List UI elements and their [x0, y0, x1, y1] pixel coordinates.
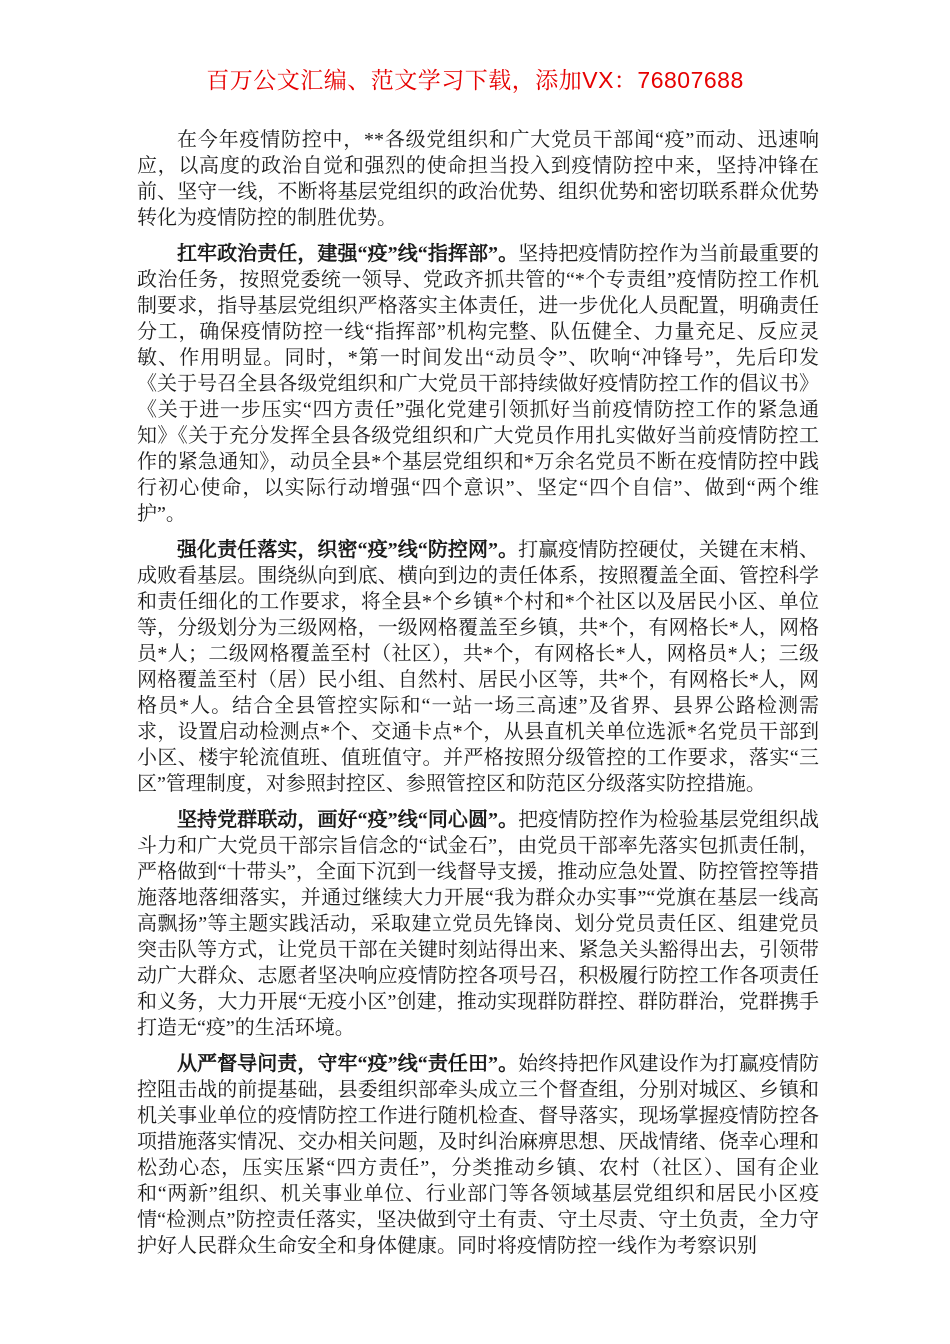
paragraph-political-responsibility: [137, 241, 819, 527]
paragraph-heading: 扛牢政治责任，建强“疫”线“指挥部”。: [177, 243, 519, 265]
paragraph-responsibility-network: [137, 537, 819, 797]
paragraph-text: 坚持把疫情防控作为当前最重要的政治任务，按照党委统一领导、党政齐抓共管的“*个专责组”疫情防控工作机制要求，指导基层党组织严格落实主体责任，进一步优化人员配置，明确责任分工，确保疫情防控一线“指挥部”机构完整、队伍健全、力量充足、反应灵敏、作用明显。同时，*第一时间发出“动员令”、吹响“冲锋号”，先后印发《关于号召全县各级党组织和广大党员干部持续做好疫情防控工作的倡议书》《关于进一步压实“四方责任”强化党建引领抓好当前疫情防控工作的紧急通知》《关于充分发挥全县各级党组织和广大党员作用扎实做好当前疫情防控工作的紧急通知》，动员全县*个基层党组织和*万余名党员不断在疫情防控中践行初心使命，以实际行动增强“四个意识”、坚定“四个自信”、做到“两个维护”。: [137, 243, 820, 525]
promo-banner-text: 百万公文汇编、范文学习下载，添加VX：76807688: [206, 67, 744, 93]
paragraph-intro: [137, 127, 819, 231]
paragraph-heading: 坚持党群联动，画好“疫”线“同心圆”。: [177, 809, 519, 831]
paragraph-text: 在今年疫情防控中，**各级党组织和广大党员干部闻“疫”而动、迅速响应，以高度的政治自觉和强烈的使命担当投入到疫情防控中来，坚持冲锋在前、坚守一线，不断将基层党组织的政治优势、组织优势和密切联系群众优势转化为疫情防控的制胜优势。: [137, 129, 819, 229]
paragraph-text: 打赢疫情防控硬仗，关键在末梢、成败看基层。围绕纵向到底、横向到边的责任体系，按照覆盖全面、管控科学和责任细化的工作要求，将全县*个乡镇*个村和*个社区以及居民小区、单位等，分级划分为三级网格，一级网格覆盖至乡镇，共*个，有网格长*人，网格员*人；二级网格覆盖至村（社区），共*个，有网格长*人，网格员*人；三级网格覆盖至村（居）民小组、自然村、居民小区等，共*个，有网格长*人，网格员*人。结合全县管控实际和“一站一场三高速”及省界、县界公路检测需求，设置启动检测点*个、交通卡点*个，从县直机关单位选派*名党员干部到小区、楼宇轮流值班、值班值守。并严格按照分级管控的工作要求，落实“三区”管理制度，对参照封控区、参照管控区和防范区分级落实防控措施。: [137, 539, 820, 795]
document-body: [137, 127, 819, 1269]
paragraph-heading: 从严督导问责，守牢“疫”线“责任田”。: [177, 1053, 519, 1075]
paragraph-supervision-accountability: [137, 1051, 819, 1259]
paragraph-text: 始终持把作风建设作为打赢疫情防控阻击战的前提基础，县委组织部牵头成立三个督查组，分别对城区、乡镇和机关事业单位的疫情防控工作进行随机检查、督导落实，现场掌握疫情防控各项措施落实情况、交办相关问题，及时纠治麻痹思想、厌战情绪、侥幸心理和松劲心态，压实压紧“四方责任”，分类推动乡镇、农村（社区）、国有企业和“两新”组织、机关事业单位、行业部门等各领域基层党组织和居民小区疫情“检测点”防控责任落实，坚决做到守土有责、守土尽责、守土负责，全力守护好人民群众生命安全和身体健康。同时将疫情防控一线作为考察识别: [137, 1053, 820, 1257]
paragraph-text: 把疫情防控作为检验基层党组织战斗力和广大党员干部宗旨信念的“试金石”，由党员干部率先落实包抓责任制，严格做到“十带头”，全面下沉到一线督导支援，推动应急处置、防控管控等措施落地落细落实，并通过继续大力开展“我为群众办实事”“党旗在基层一线高高飘扬”等主题实践活动，采取建立党员先锋岗、划分党员责任区、组建党员突击队等方式，让党员干部在关键时刻站得出来、紧急关头豁得出去，引领带动广大群众、志愿者坚决响应疫情防控各项号召，积极履行防控工作各项责任和义务，大力开展“无疫小区”创建，推动实现群防群控、群防群治，党群携手打造无“疫”的生活环境。: [137, 809, 820, 1039]
paragraph-heading: 强化责任落实，织密“疫”线“防控网”。: [177, 539, 519, 561]
paragraph-party-mass-linkage: [137, 807, 819, 1041]
